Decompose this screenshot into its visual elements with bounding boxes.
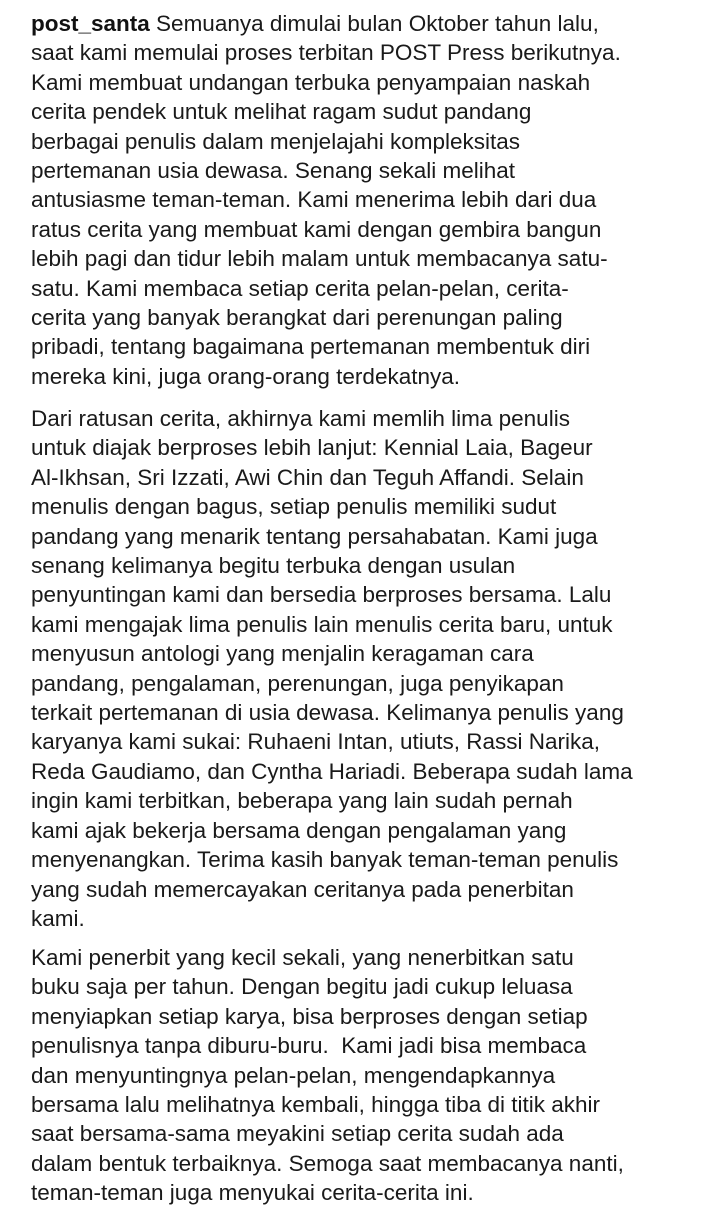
- caption-text: Semuanya dimulai bulan Oktober tahun lalu,: [149, 11, 599, 36]
- caption-line: teman-teman juga menyukai cerita-cerita ini.: [31, 1180, 474, 1206]
- caption-line: pandang, pengalaman, perenungan, juga penyikapan: [31, 670, 564, 696]
- caption-line: cerita yang banyak berangkat dari perenungan paling: [31, 305, 563, 331]
- caption-line: Al-Ikhsan, Sri Izzati, Awi Chin dan Teguh Affandi. Selain: [31, 464, 584, 490]
- caption-line: Kami membuat undangan terbuka penyampaian naskah: [31, 69, 591, 95]
- caption-line: saat bersama-sama meyakini setiap cerita sudah ada: [31, 1121, 564, 1147]
- caption-line: menyiapkan setiap karya, bisa berproses dengan setiap: [31, 1003, 588, 1029]
- caption-line: menyusun antologi yang menjalin keragaman cara: [31, 641, 534, 667]
- caption-line: menulis dengan bagus, setiap penulis memiliki sudut: [31, 494, 557, 520]
- caption-line: kami.: [31, 905, 85, 931]
- caption-line: [31, 9, 621, 38]
- caption-line: ratus cerita yang membuat kami dengan gembira bangun: [31, 216, 602, 242]
- caption-line: Kami penerbit yang kecil sekali, yang nenerbitkan satu: [31, 945, 574, 970]
- caption-line: pribadi, tentang bagaimana pertemanan membentuk diri: [31, 334, 591, 360]
- caption-line: dan menyuntingnya pelan-pelan, mengendapkannya: [31, 1062, 556, 1088]
- caption-line: lebih pagi dan tidur lebih malam untuk membacanya satu-: [31, 246, 608, 272]
- caption-line: untuk diajak berproses lebih lanjut: Kennial Laia, Bageur: [31, 435, 593, 461]
- caption-line: ingin kami terbitkan, beberapa yang lain sudah pernah: [31, 788, 573, 814]
- caption-line: penyuntingan kami dan bersedia berproses bersama. Lalu: [31, 582, 612, 608]
- caption-line: saat kami memulai proses terbitan POST Press berikutnya.: [31, 40, 621, 66]
- caption-line: dalam bentuk terbaiknya. Semoga saat membacanya nanti,: [31, 1150, 624, 1176]
- caption-line: karyanya kami sukai: Ruhaeni Intan, utiuts, Rassi Narika,: [31, 729, 601, 755]
- username-link[interactable]: post_santa: [31, 11, 150, 36]
- caption-line: berbagai penulis dalam menjelajahi kompleksitas: [31, 128, 521, 154]
- caption-paragraph-2: [31, 404, 633, 933]
- caption-paragraph-1: [31, 9, 621, 391]
- caption-line: penulisnya tanpa diburu-buru. Kami jadi bisa membaca: [31, 1033, 587, 1059]
- caption-line: menyenangkan. Terima kasih banyak teman-teman penulis: [31, 847, 619, 873]
- caption-paragraph-3: [31, 943, 624, 1208]
- caption-line: yang sudah memercayakan ceritanya pada penerbitan: [31, 876, 574, 902]
- caption-line: kami mengajak lima penulis lain menulis cerita baru, untuk: [31, 611, 613, 637]
- caption-line: pertemanan usia dewasa. Senang sekali melihat: [31, 158, 516, 184]
- caption-line: buku saja per tahun. Dengan begitu jadi cukup leluasa: [31, 974, 573, 1000]
- caption-line: kami ajak bekerja bersama dengan pengalaman yang: [31, 817, 567, 843]
- caption-line: bersama lalu melihatnya kembali, hingga tiba di titik akhir: [31, 1092, 601, 1118]
- caption-line: pandang yang menarik tentang persahabatan. Kami juga: [31, 523, 598, 549]
- caption-line: antusiasme teman-teman. Kami menerima lebih dari dua: [31, 187, 597, 213]
- caption-line: cerita pendek untuk melihat ragam sudut pandang: [31, 99, 532, 125]
- caption-line: terkait pertemanan di usia dewasa. Kelimanya penulis yang: [31, 700, 624, 726]
- caption-line: Reda Gaudiamo, dan Cyntha Hariadi. Beberapa sudah lama: [31, 758, 633, 784]
- caption-line: satu. Kami membaca setiap cerita pelan-pelan, cerita-: [31, 275, 569, 301]
- caption-line: senang kelimanya begitu terbuka dengan usulan: [31, 553, 516, 579]
- caption-line: Dari ratusan cerita, akhirnya kami memlih lima penulis: [31, 406, 570, 431]
- caption-line: mereka kini, juga orang-orang terdekatnya.: [31, 363, 460, 389]
